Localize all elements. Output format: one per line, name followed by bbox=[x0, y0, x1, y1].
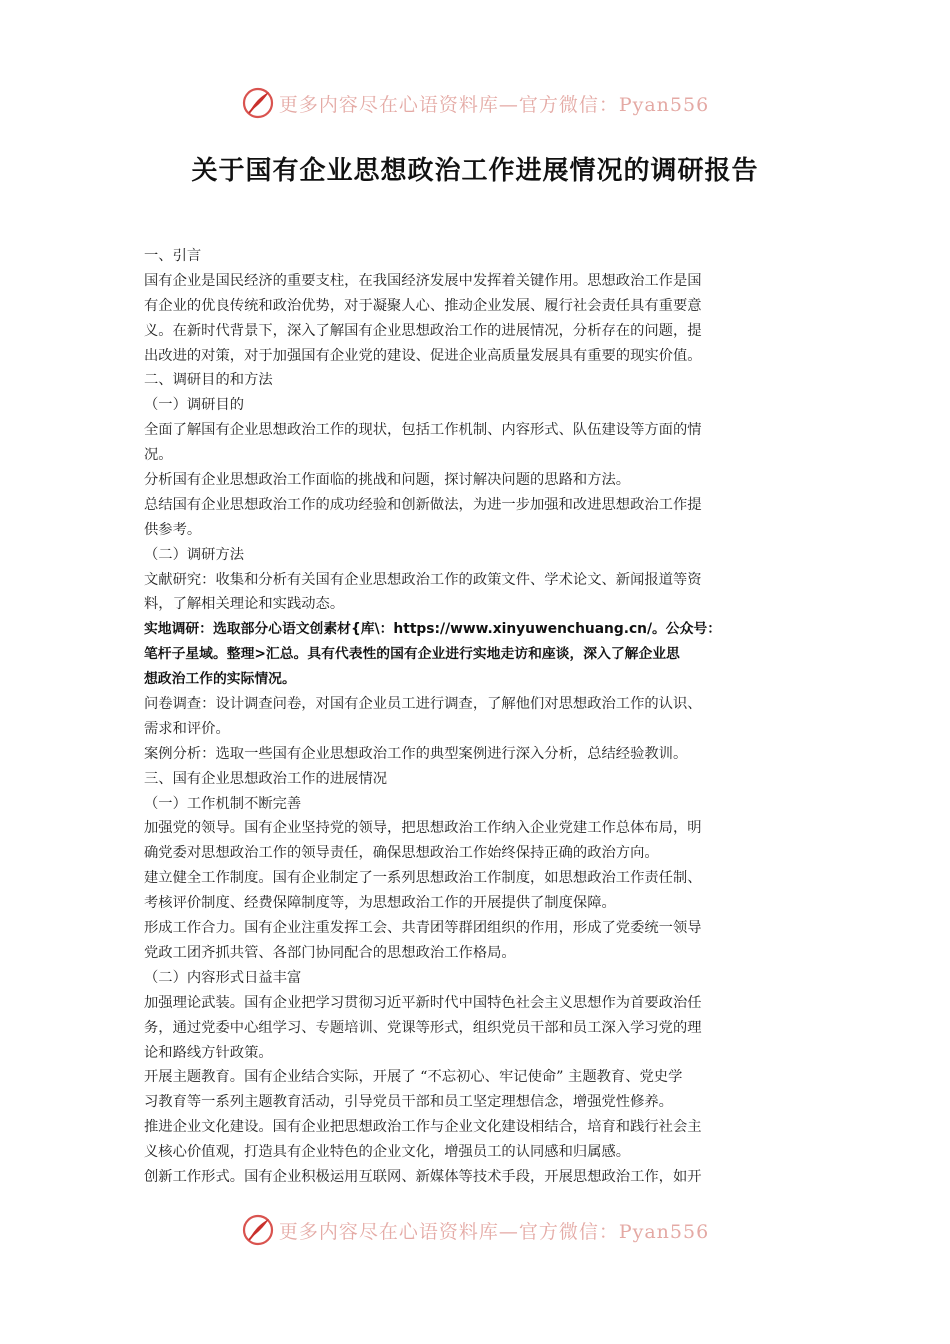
document-title: 关于国有企业思想政治工作进展情况的调研报告 bbox=[191, 156, 759, 186]
text-line: 一、引言 bbox=[144, 248, 202, 264]
text-line: 党政工团齐抓共管、各部门协同配合的思想政治工作格局。 bbox=[144, 944, 516, 961]
text-line: 全面了解国有企业思想政治工作的现状，包括工作机制、内容形式、队伍建设等方面的情 bbox=[144, 422, 702, 439]
text-line: 建立健全工作制度。国有企业制定了一系列思想政治工作制度，如思想政治工作责任制、 bbox=[144, 870, 702, 887]
text-line: （二）内容形式日益丰富 bbox=[144, 969, 302, 986]
text-line: 料，了解相关理论和实践动态。 bbox=[144, 596, 345, 613]
text-line: 实地调研：选取部分心语文创素材{库\：https://www.xinyuwenchuang.cn/。公众号： bbox=[144, 621, 721, 638]
text-line: （二）调研方法 bbox=[144, 546, 245, 563]
text-line: 需求和评价。 bbox=[144, 720, 230, 737]
text-line: 加强党的领导。国有企业坚持党的领导，把思想政治工作纳入企业党建工作总体布局，明 bbox=[144, 820, 702, 837]
text-line: 确党委对思想政治工作的领导责任，确保思想政治工作始终保持正确的政治方向。 bbox=[144, 845, 659, 862]
text-line: 考核评价制度、经费保障制度等，为思想政治工作的开展提供了制度保障。 bbox=[144, 895, 616, 912]
text-line: 况。 bbox=[144, 447, 173, 464]
text-line: 加强理论武装。国有企业把学习贯彻习近平新时代中国特色社会主义思想作为首要政治任 bbox=[144, 994, 702, 1011]
header-banner bbox=[0, 83, 950, 123]
footer-banner bbox=[0, 1210, 950, 1250]
text-line: 总结国有企业思想政治工作的成功经验和创新做法，为进一步加强和改进思想政治工作提 bbox=[144, 496, 702, 513]
text-line: 问卷调查：设计调查问卷，对国有企业员工进行调查，了解他们对思想政治工作的认识、 bbox=[144, 696, 702, 713]
text-line: （一）工作机制不断完善 bbox=[144, 795, 302, 812]
document-body bbox=[144, 244, 810, 1190]
text-line: 形成工作合力。国有企业注重发挥工会、共青团等群团组织的作用，形成了党委统一领导 bbox=[144, 920, 702, 937]
text-line: 出改进的对策，对于加强国有企业党的建设、促进企业高质量发展具有重要的现实价值。 bbox=[144, 347, 702, 364]
text-line: 义核心价值观，打造具有企业特色的企业文化，增强员工的认同感和归属感。 bbox=[144, 1144, 631, 1161]
text-line: 供参考。 bbox=[144, 521, 202, 538]
text-line: 开展主题教育。国有企业结合实际，开展了 “不忘初心、牢记使命” 主题教育、党史学 bbox=[144, 1069, 683, 1086]
text-line: 论和路线方针政策。 bbox=[144, 1044, 273, 1061]
banner-text: 更多内容尽在心语资料库—官方微信：Pyan556 bbox=[278, 93, 710, 116]
quill-logo-icon bbox=[241, 1213, 275, 1247]
text-line: 推进企业文化建设。国有企业把思想政治工作与企业文化建设相结合，培育和践行社会主 bbox=[144, 1119, 702, 1136]
text-line: 务，通过党委中心组学习、专题培训、党课等形式，组织党员干部和员工深入学习党的理 bbox=[144, 1019, 702, 1036]
quill-logo-icon bbox=[241, 86, 275, 120]
text-line: 文献研究：收集和分析有关国有企业思想政治工作的政策文件、学术论文、新闻报道等资 bbox=[144, 571, 702, 588]
text-line: 笔杆子星域。整理>汇总。具有代表性的国有企业进行实地走访和座谈，深入了解企业思 bbox=[144, 646, 680, 663]
text-line: 案例分析：选取一些国有企业思想政治工作的典型案例进行深入分析，总结经验教训。 bbox=[144, 745, 688, 762]
text-line: 分析国有企业思想政治工作面临的挑战和问题，探讨解决问题的思路和方法。 bbox=[144, 472, 631, 489]
text-line: （一）调研目的 bbox=[144, 397, 245, 414]
banner-text: 更多内容尽在心语资料库—官方微信：Pyan556 bbox=[278, 1220, 710, 1243]
text-line: 国有企业是国民经济的重要支柱，在我国经济发展中发挥着关键作用。思想政治工作是国 bbox=[144, 272, 702, 289]
text-line: 创新工作形式。国有企业积极运用互联网、新媒体等技术手段，开展思想政治工作，如开 bbox=[144, 1168, 702, 1185]
text-line: 习教育等一系列主题教育活动，引导党员干部和员工坚定理想信念，增强党性修养。 bbox=[144, 1094, 673, 1111]
text-line: 三、国有企业思想政治工作的进展情况 bbox=[144, 770, 388, 787]
text-line: 想政治工作的实际情况。 bbox=[144, 671, 296, 688]
text-line: 二、调研目的和方法 bbox=[144, 372, 273, 389]
text-line: 义。在新时代背景下，深入了解国有企业思想政治工作的进展情况，分析存在的问题，提 bbox=[144, 322, 702, 339]
text-line: 有企业的优良传统和政治优势，对于凝聚人心、推动企业发展、履行社会责任具有重要意 bbox=[144, 297, 702, 314]
